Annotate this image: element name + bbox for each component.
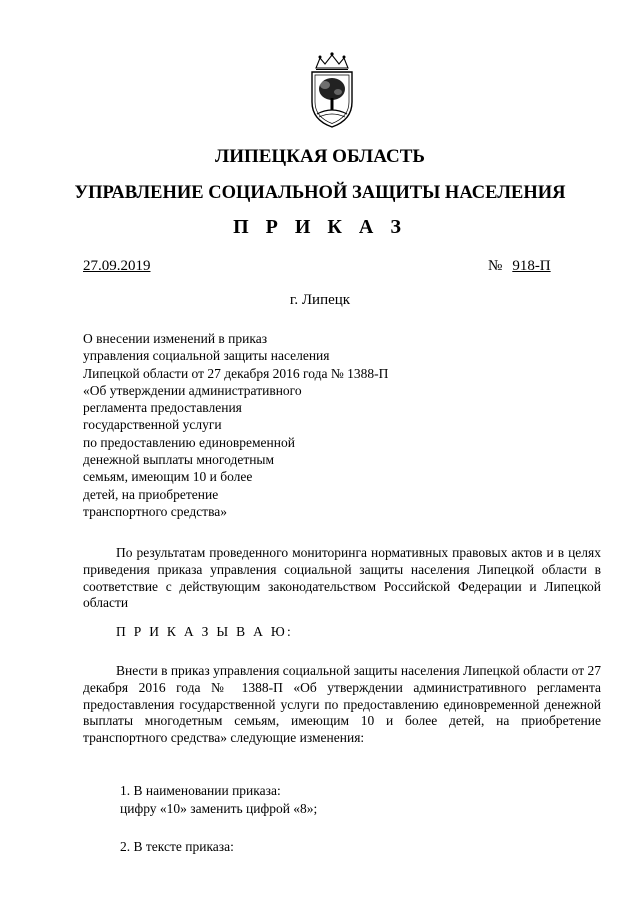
- list-item: 2. В тексте приказа:: [120, 839, 234, 854]
- subject-line: государственной услуги: [83, 417, 222, 433]
- department-title: УПРАВЛЕНИЕ СОЦИАЛЬНОЙ ЗАЩИТЫ НАСЕЛЕНИЯ: [74, 183, 566, 203]
- document-date: 27.09.2019: [83, 258, 151, 274]
- document-city: г. Липецк: [289, 292, 351, 308]
- subject-line: по предоставлению единовременной: [83, 434, 295, 450]
- subject-line: «Об утверждении административного: [83, 382, 302, 398]
- preamble-paragraph: По результатам проведенного мониторинга нормативных правовых актов и в целях приведения приказа управления социальной защиты населения Липецкой области в соответствие с действующим законодательством Российской Федерации и Липецкой области: [83, 545, 601, 611]
- subject-line: регламента предоставления: [83, 400, 242, 416]
- lipetsk-coat-of-arms-icon: [302, 52, 362, 130]
- region-title: ЛИПЕЦКАЯ ОБЛАСТЬ: [215, 146, 425, 167]
- document-number: [488, 258, 551, 275]
- subject-line: О внесении изменений в приказ: [83, 331, 268, 346]
- order-heading: П Р И К А З Ы В А Ю:: [116, 624, 294, 639]
- subject-line: транспортного средства»: [83, 503, 228, 519]
- subject-line: детей, на приобретение: [83, 486, 219, 502]
- document-subject: [83, 330, 389, 520]
- list-item: 1. В наименовании приказа:: [120, 783, 281, 798]
- list-item-detail: цифру «10» заменить цифрой «8»;: [120, 801, 318, 816]
- subject-line: семьям, имеющим 10 и более: [83, 469, 253, 485]
- subject-line: денежной выплаты многодетным: [83, 452, 275, 468]
- document-type: П Р И К А З: [233, 216, 407, 238]
- number-value: 918-П: [512, 258, 551, 274]
- subject-line: Липецкой области от 27 декабря 2016 года № 1388-П: [83, 365, 389, 381]
- number-label: №: [488, 258, 503, 274]
- order-paragraph: Внести в приказ управления социальной защиты населения Липецкой области от 27 декабря 2016 года № 1388-П «Об утверждении административного регламента предоставления государственной услуги по предоставлению единовременной денежной выплаты многодетным семьям, имеющим 10 и более детей, на приобретение транспортного средства» следующие изменения:: [83, 663, 601, 746]
- subject-line: управления социальной защиты населения: [83, 348, 330, 364]
